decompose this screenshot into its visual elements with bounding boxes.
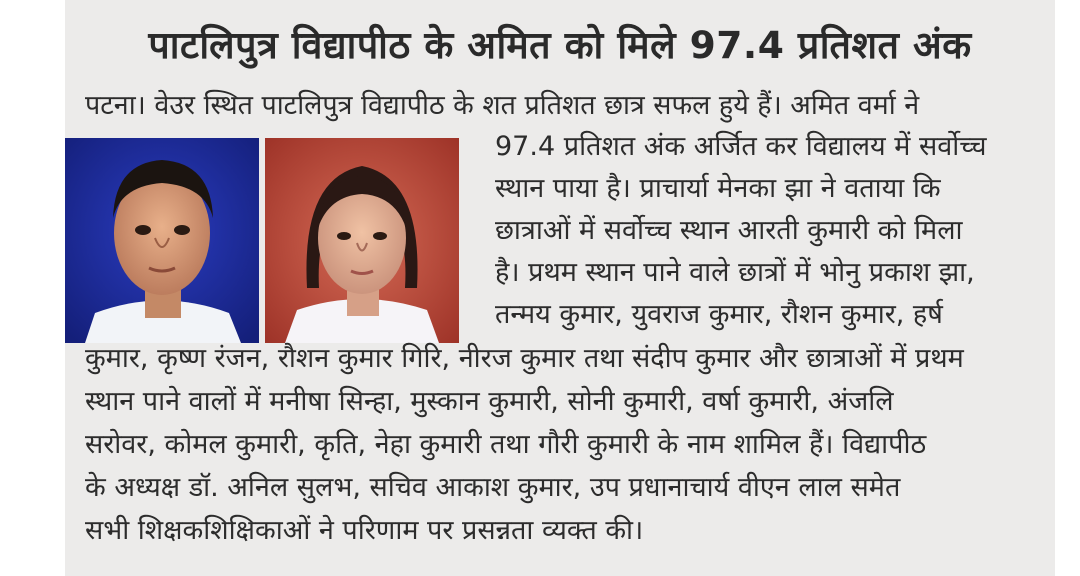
- article-line-9: सरोवर, कोमल कुमारी, कृति, नेहा कुमारी तथा गौरी कुमारी के नाम शामिल हैं। विद्यापीठ: [85, 429, 927, 460]
- article-line-5: है। प्रथम स्थान पाने वाले छात्रों में भोनु प्रकाश झा,: [495, 257, 975, 288]
- article-line-1: पटना। वेउर स्थित पाटलिपुत्र विद्यापीठ के शत प्रतिशत छात्र सफल हुये हैं। अमित वर्मा ने: [85, 90, 920, 121]
- article-line-4: छात्राओं में सर्वोच्च स्थान आरती कुमारी को मिला: [495, 215, 963, 246]
- student-photo-girl: [265, 138, 459, 343]
- headline: पाटलिपुत्र विद्यापीठ के अमित को मिले 97.4 प्रतिशत अंक: [148, 23, 972, 67]
- newspaper-clipping: [65, 0, 1055, 576]
- cropped-previous-text: [65, 0, 1055, 14]
- article-line-2: 97.4 प्रतिशत अंक अर्जित कर विद्यालय में सर्वोच्च: [495, 131, 987, 162]
- article-line-7: कुमार, कृष्ण रंजन, रौशन कुमार गिरि, नीरज कुमार तथा संदीप कुमार और छात्राओं में प्रथम: [85, 343, 964, 374]
- article-line-3: स्थान पाया है। प्राचार्या मेनका झा ने वताया कि: [495, 173, 941, 204]
- student-photo-boy: [65, 138, 259, 343]
- article-line-8: स्थान पाने वालों में मनीषा सिन्हा, मुस्कान कुमारी, सोनी कुमारी, वर्षा कुमारी, अंजलि: [85, 386, 894, 417]
- article-line-10: के अध्यक्ष डॉ. अनिल सुलभ, सचिव आकाश कुमार, उप प्रधानाचार्य वीएन लाल समेत: [85, 472, 901, 503]
- article-line-11: सभी शिक्षकशिक्षिकाओं ने परिणाम पर प्रसन्नता व्यक्त की।: [85, 515, 644, 546]
- article-line-6: तन्मय कुमार, युवराज कुमार, रौशन कुमार, हर्ष: [495, 299, 943, 330]
